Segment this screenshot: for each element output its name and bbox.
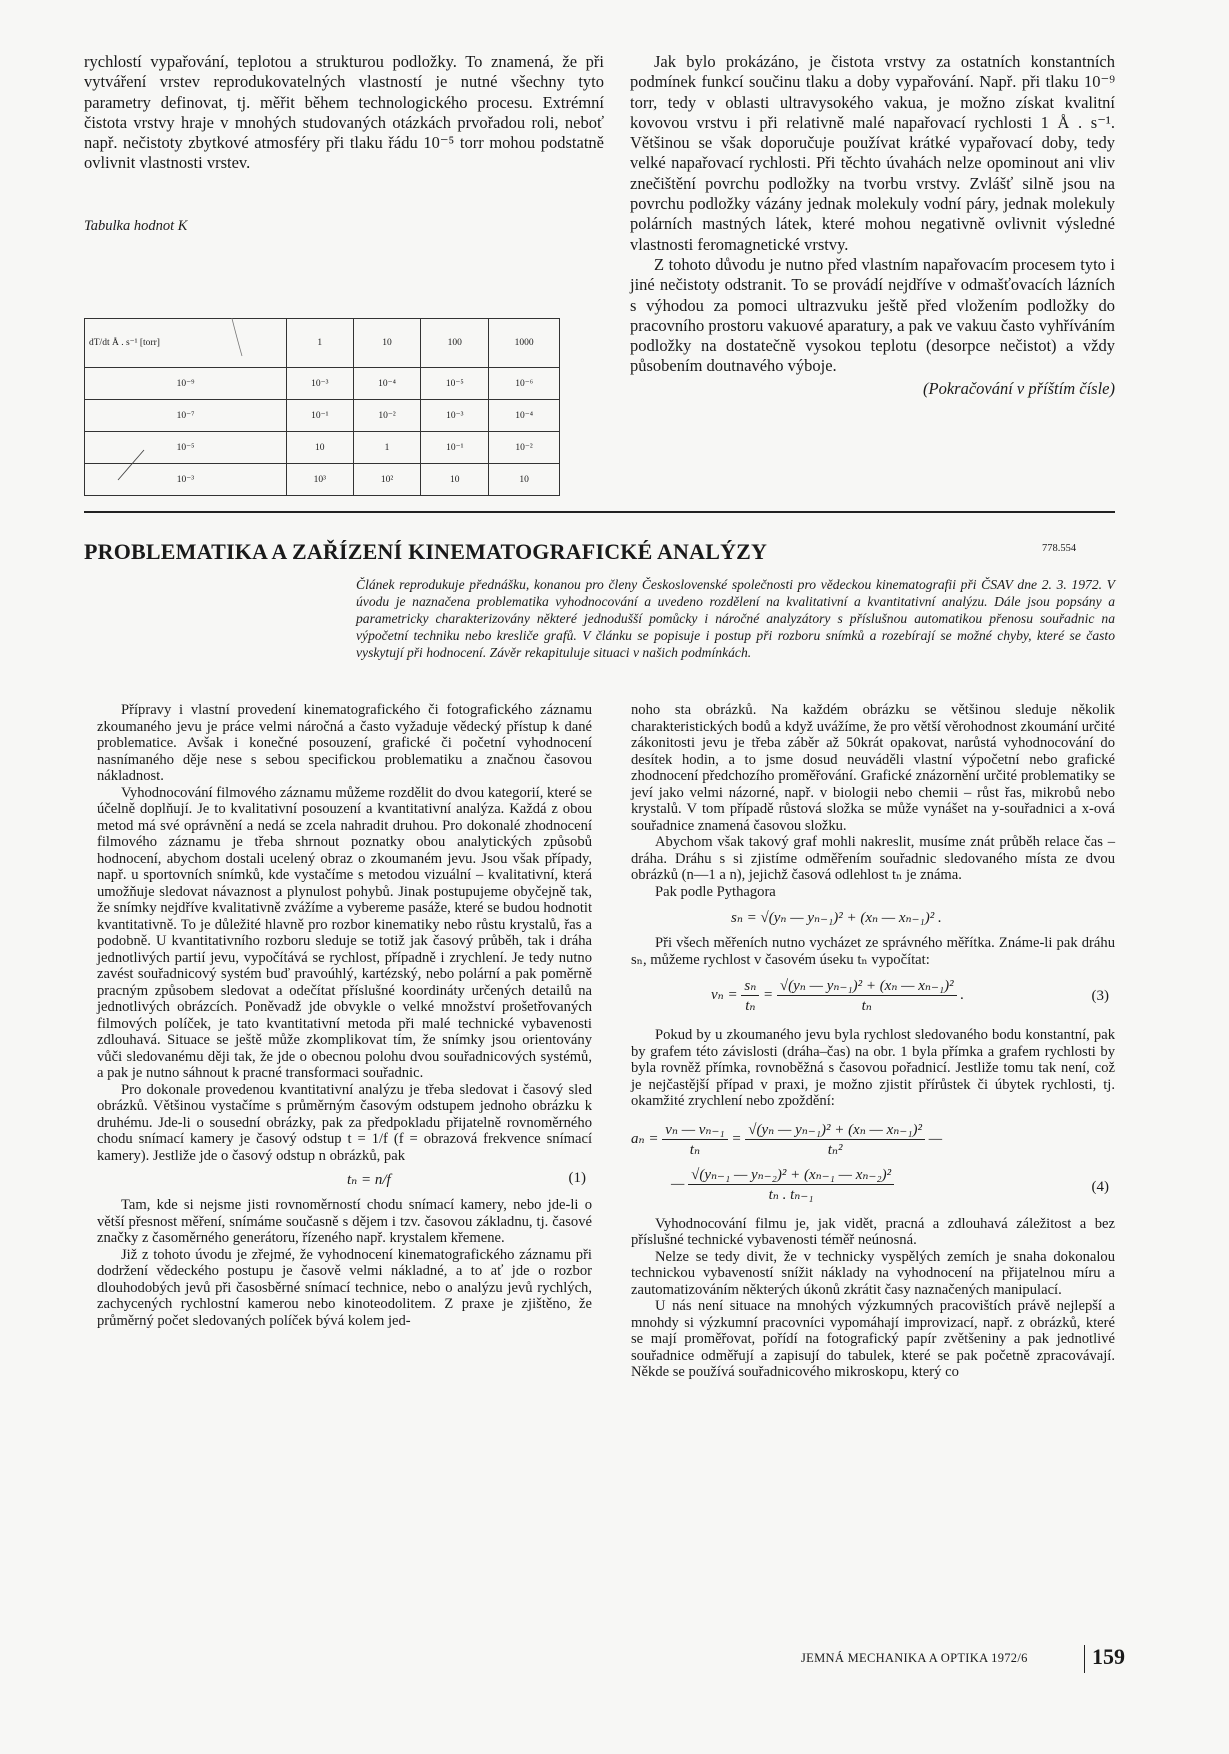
equation-1 xyxy=(97,1164,592,1197)
fraction xyxy=(777,976,957,1015)
equation-3 xyxy=(631,968,1115,1027)
table-row-label: 10⁻⁷ xyxy=(85,400,287,432)
section-divider xyxy=(84,511,1115,513)
body-right-column xyxy=(631,702,1115,1381)
table-row xyxy=(85,432,560,464)
equation-4 xyxy=(631,1110,1115,1163)
paragraph: Přípravy i vlastní provedení kinematografického či fotografického záznamu zkoumaného jevu je práce velmi náročná a často vyžaduje vědecký přístup k dané problematice. Avšak i konečné posouzení, grafické či početní vyhodnocení nasnímaného děje nese s sebou specifickou problematiku a značnou časovou nákladnost. xyxy=(97,702,592,784)
table-cell: 10⁻³ xyxy=(421,400,489,432)
numerator: √(yₙ — yₙ₋₁)² + (xₙ — xₙ₋₁)² xyxy=(777,976,957,996)
equation-4-continued xyxy=(631,1163,1115,1216)
minus-sign: — xyxy=(928,1130,943,1147)
equation-body: tₙ = n/f xyxy=(347,1172,391,1188)
minus-sign: — xyxy=(671,1175,685,1192)
table-cell: 1 xyxy=(353,432,421,464)
equation-lhs: vₙ = xyxy=(711,986,738,1003)
table-row-label: 10⁻⁵ xyxy=(85,432,287,464)
table-col-header: 10 xyxy=(353,319,421,368)
table-col-header: 100 xyxy=(421,319,489,368)
paragraph: Tam, kde si nejsme jisti rovnoměrností chodu snímací kamery, nebo jde-li o větší přesnost měření, snímáme současně s dějem i tzv. časovou základnu, tj. časové značky z časoměrného generátoru, řízeného např. krystalem křemene. xyxy=(97,1197,592,1246)
fraction xyxy=(688,1165,894,1204)
equation-2 xyxy=(631,900,1115,935)
continued-note: (Pokračování v příštím čísle) xyxy=(923,378,1115,398)
numerator: vₙ — vₙ₋₁ xyxy=(662,1120,727,1140)
numerator: √(yₙ — yₙ₋₁)² + (xₙ — xₙ₋₁)² xyxy=(745,1120,925,1140)
table-cell: 10⁻² xyxy=(489,432,560,464)
equals-sign: = xyxy=(763,986,774,1003)
equation-number: (1) xyxy=(568,1170,586,1186)
table-row xyxy=(85,368,560,400)
article-title: PROBLEMATIKA A ZAŘÍZENÍ KINEMATOGRAFICKÉ ANALÝZY xyxy=(84,539,768,564)
paragraph: Nelze se tedy divit, že v technicky vyspělých zemích je snaha dokonalou technickou vybaveností snížit náklady na vyhodnocení na přijatelnou míru a zautomatizováním některých úkonů zkrátit časy naznačených manipulací. xyxy=(631,1248,1115,1298)
fraction xyxy=(745,1120,925,1159)
numerator: sₙ xyxy=(741,976,759,996)
table-cell: 10⁻¹ xyxy=(421,432,489,464)
table-row xyxy=(85,464,560,496)
paragraph: rychlostí vypařování, teplotou a strukturou podložky. To znamená, že při vytváření vrstev reprodukovatelných vlastností je nutné všechny tyto parametry definovat, tj. měřit během technologického procesu. Extrémní čistota vrstvy hraje v mnohých studovaných otázkách prvořadou roli, neboť např. nečistoty zbytkové atmosféry při tlaku řádu 10⁻⁵ torr mohou podstatně ovlivnit vlastnosti vrstev. xyxy=(84,52,604,173)
table-cell: 10⁻⁶ xyxy=(489,368,560,400)
table-cell: 10 xyxy=(286,432,353,464)
table-row-label: 10⁻³ xyxy=(85,464,287,496)
table-header-row xyxy=(85,319,560,368)
denominator: tₙ xyxy=(745,998,756,1014)
table-cell: 10⁻¹ xyxy=(286,400,353,432)
equation-dot: . xyxy=(960,986,965,1003)
table-cell: 10³ xyxy=(286,464,353,496)
table-header-label: dT/dt Å . s⁻¹ [torr] xyxy=(85,319,287,368)
table-row xyxy=(85,400,560,432)
table-cell: 10² xyxy=(353,464,421,496)
equation-number: (4) xyxy=(1091,1178,1109,1195)
udc-code: 778.554 xyxy=(1042,543,1077,554)
paragraph: noho sta obrázků. Na každém obrázku se většinou sleduje několik charakteristických bodů a když uvážíme, že pro větší věrohodnost zkoumání určité zákonitosti jevu je třeba záběr až 50krát opakovat, narůstá vyhodnocování do desítek hodin, a to jsme dosud neuváděli vlastní výpočetní nebo grafické zhodnocení předchozího proměřování. Grafické znázornění určité problematiky se jeví jako velmi názorné, např. v biologii nebo chemii – růst řas, mikrobů nebo krystalů. V tom případě růstová složka se může vynášet na y-souřadnici a x-ová souřadnice znamená časovou složku. xyxy=(631,702,1115,834)
fraction xyxy=(662,1120,727,1159)
numerator: √(yₙ₋₁ — yₙ₋₂)² + (xₙ₋₁ — xₙ₋₂)² xyxy=(688,1165,894,1185)
paragraph: U nás není situace na mnohých výzkumných pracovištích právě nejlepší a mnohdy si výzkumní pracovníci vypomáhají improvizací, např. z obrázků, které se mají proměřovat, pořídí na fotografický papír zvětšeniny a pak jednotlivé souřadnice odměřují a zapisují do tabulek, které se pak početně zpracovávají. Někde se používá souřadnicového mikroskopu, který co xyxy=(631,1298,1115,1380)
table-cell: 10⁻³ xyxy=(286,368,353,400)
denominator: tₙ xyxy=(861,998,872,1014)
table-cell: 10⁻⁴ xyxy=(489,400,560,432)
paragraph: Již z tohoto úvodu je zřejmé, že vyhodnocení kinematografického záznamu při dodržení vědeckého postupu je časově velmi nákladné, a to ať jde o rozbor dlouhodobých jevů při časosběrné snímací technice, nebo o analýzu jevů rychlých, zachycených rychlostní kamerou nebo kinoteodolitem. Z praxe je zjištěno, že průměrný počet sledovaných políček bývá kolem jed- xyxy=(97,1246,592,1329)
table-row-label: 10⁻⁹ xyxy=(85,368,287,400)
paragraph: Při všech měřeních nutno vycházet ze správného měřítka. Známe-li pak dráhu sₙ, můžeme rychlost v časovém úseku tₙ vypočítat: xyxy=(631,935,1115,968)
top-right-column xyxy=(630,52,1115,399)
denominator: tₙ² xyxy=(827,1141,843,1158)
paragraph: Z tohoto důvodu je nutno před vlastním napařovacím procesem tyto i jiné nečistoty odstranit. To se provádí nejdříve v odmašťovacích lázních s výhodou za pomoci ultrazvuku ještě před vložením podložky do pracovního prostoru vakuové aparatury, a pak ve vakuu často vyhříváním podložky na dostatečně vysokou teplotu (desorpce nečistot) a vždy působením doutnavého výboje. xyxy=(630,254,1115,376)
table-cell: 10 xyxy=(421,464,489,496)
table-cell: 10 xyxy=(489,464,560,496)
paragraph: Pokud by u zkoumaného jevu byla rychlost sledovaného bodu konstantní, pak by grafem této závislosti (dráha–čas) na obr. 1 byla přímka a grafem rychlosti by byla rovněž přímka, rovnoběžná s časovou pořadnicí. Jestliže tomu tak není, což je nejčastější případ v praxi, je možno zjistit přírůstek či úbytek rychlosti, tj. okamžité zrychlení nebo zpoždění: xyxy=(631,1027,1115,1109)
table-caption: Tabulka hodnot K xyxy=(84,217,188,234)
paragraph: Pro dokonale provedenou kvantitativní analýzu je třeba sledovat i časový sled obrázků. Většinou vystačíme s průměrným časovým odstupem jednoho obrázku k druhému. Jde-li o sousední obrázky, pak za předpokladu přijatelně rovnoměrného chodu snímací kamery je časový odstup t = 1/f (f = obrazová frekvence snímací kamery). Jestliže jde o časový odstup n obrázků, pak xyxy=(97,1081,592,1164)
table-col-header: 1 xyxy=(286,319,353,368)
page-number: 159 xyxy=(1092,1644,1125,1669)
article-abstract: Článek reprodukuje přednášku, konanou pro členy Československé společnosti pro vědeckou kinematografii při ČSAV dne 2. 3. 1972. V úvodu je naznačena problematika vyhodnocování a uvedeno rozdělení na kvalitativní a kvantitativní analýzu. Dále jsou popsány a parametricky charakterizovány některé jednodušší pomůcky i náročné analyzátory s příslušnou automatikou přenosu souřadnic na výpočetní techniku nebo kresliče grafů. V článku se popisuje i postup při rozboru snímků a rozebírají se možné chyby, které se často vyskytují při hodnocení. Závěr rekapituluje situaci v našich podmínkách. xyxy=(356,577,1115,660)
journal-name: JEMNÁ MECHANIKA A OPTIKA 1972/6 xyxy=(801,1651,1028,1665)
table-cell: 10⁻⁵ xyxy=(421,368,489,400)
equation-number: (3) xyxy=(1091,988,1109,1004)
paragraph: Abychom však takový graf mohli nakreslit, musíme znát průběh relace čas – dráha. Dráhu s si zjistíme odměřením souřadnic sledovaného místa ze dvou obrázků (n—1 a n), jejichž časová odlehlost tₙ je známa. xyxy=(631,834,1115,883)
equals-sign: = xyxy=(731,1130,742,1147)
table-cell: 10⁻² xyxy=(353,400,421,432)
top-left-column xyxy=(84,52,604,235)
denominator: tₙ xyxy=(689,1141,701,1158)
equation-body: sₙ = √(yₙ — yₙ₋₁)² + (xₙ — xₙ₋₁)² . xyxy=(731,910,942,926)
values-table xyxy=(84,318,560,496)
body-left-column xyxy=(97,702,592,1329)
denominator: tₙ . tₙ₋₁ xyxy=(768,1186,814,1203)
paragraph: Vyhodnocování filmového záznamu můžeme rozdělit do dvou kategorií, které se účelně doplňují. Je to kvalitativní posouzení a kvantitativní analýza. Každá z obou metod má své oprávnění a nedá se zcela nahradit druhou. Pro dokonalé zhodnocení filmového záznamu je třeba shrnout poznatky obou analytických způsobů hodnocení, abychom dostali ucelený obraz o zkoumaném jevu. Jsou však případy, např. u sportovních snímků, kde vystačíme s metodou vizuální – kvalitativní, která umožňuje sledovat návaznost a plynulost pohybů. Jinak postupujeme obyčejně tak, že snímky nejdříve kvalitativně zvážíme a vybereme pasáže, které se budou hodnotit kvantitativně. To je důležité hlavně pro rozbor kinematiky nebo růstu krystalů, řas a podobně. U kvantitativního rozboru sleduje se totiž jak časový průběh, tak i dráha jednotlivých partií jevu, vypočítává se rychlost, případně i zrychlení. Je tedy nutno zavést souřadnicový systém buď pravoúhlý, kartézský, nebo polární a pak poměrně pracným způsobem sledovat a odečítat příslušné koordináty určených detailů na jednotlivých obrázcích. Poněvadž jde obvykle o velké množství prošetřovaných filmových políček, je tato kvantitativní metoda při malé technické vybavenosti zdlouhavá. Situace se ještě může zkomplikovat tím, že snímky jsou orientovány vůči sledovanému ději tak, že jde o obecnou polohu dvou souřadnicových systémů, a pak je nutno sáhnout k pracné transformaci souřadnic. xyxy=(97,784,592,1081)
paragraph: Jak bylo prokázáno, je čistota vrstvy za ostatních konstantních podmínek funkcí součinu tlaku a doby vypařování. Např. při tlaku 10⁻⁹ torr, tedy v oblasti ultravysokého vakua, je možno získat kvalitní kovovou vrstvu i při relativně malé napařovací rychlosti 1 Å . s⁻¹. Většinou se však doporučuje používat krátké vypařovací doby, tedy velké napařovací rychlosti. Při těchto úvahách nelze opominout ani vliv znečištění povrchu podložky na tvorbu vrstvy. Zvlášť silně jsou na povrchu podložky vázány jednak molekuly vodní páry, jednak molekuly polárních mastných látek, které mohou negativně ovlivnit výsledné vlastnosti feromagnetické vrstvy. xyxy=(630,52,1115,254)
table-col-header: 1000 xyxy=(489,319,560,368)
equation-lhs: aₙ = xyxy=(631,1130,659,1147)
paragraph: Pak podle Pythagora xyxy=(655,883,776,900)
fraction xyxy=(741,976,759,1015)
table-cell: 10⁻⁴ xyxy=(353,368,421,400)
paragraph: Vyhodnocování filmu je, jak vidět, pracná a zdlouhavá záležitost a bez příslušné technické vybavenosti téměř neúnosná. xyxy=(631,1215,1115,1248)
footer-divider xyxy=(1084,1645,1085,1673)
